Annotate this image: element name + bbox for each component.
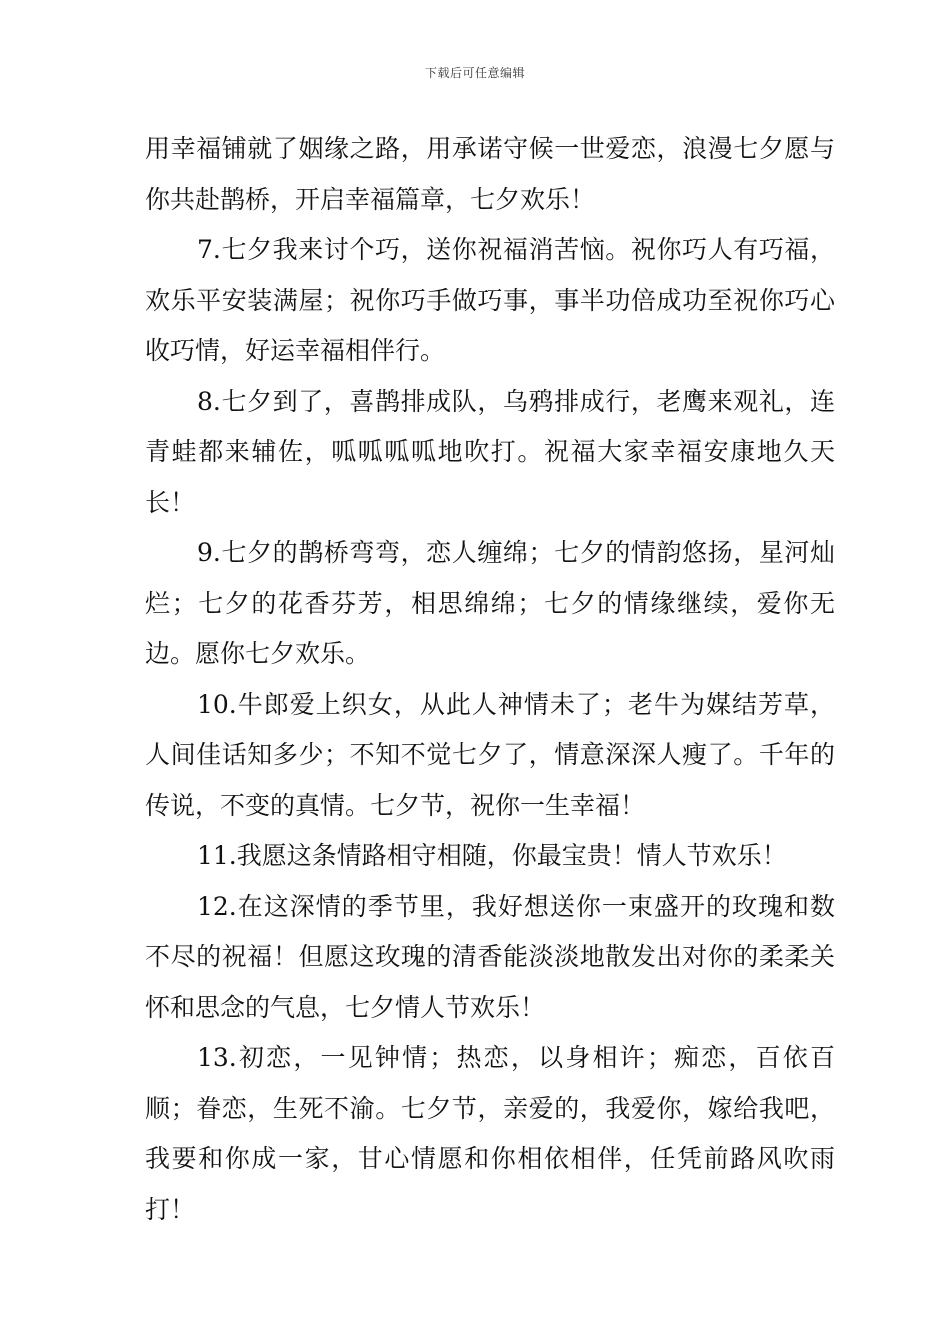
- paragraph-12: 12.在这深情的季节里，我好想送你一束盛开的玫瑰和数不尽的祝福！但愿这玫瑰的清香能淡淡地散发出对你的柔柔关怀和思念的气息，七夕情人节欢乐！: [145, 891, 835, 1022]
- paragraph-7: 7.七夕我来讨个巧，送你祝福消苦恼。祝你巧人有巧福，欢乐平安装满屋；祝你巧手做巧事，事半功倍成功至祝你巧心收巧情，好运幸福相伴行。: [145, 235, 835, 365]
- paragraph-8: 8.七夕到了，喜鹊排成队，乌鸦排成行，老鹰来观礼，连青蛙都来辅佐，呱呱呱呱地吹打。祝福大家幸福安康地久天长！: [145, 386, 835, 517]
- document-body: [145, 124, 835, 1235]
- page-header: 下载后可任意编辑: [424, 66, 525, 80]
- paragraph-continued: 用幸福铺就了姻缘之路，用承诺守候一世爱恋，浪漫七夕愿与你共赴鹊桥，开启幸福篇章，七夕欢乐！: [145, 134, 835, 214]
- paragraph-10: 10.牛郎爱上织女，从此人神情未了；老牛为媒结芳草，人间佳话知多少；不知不觉七夕了，情意深深人瘦了。千年的传说，不变的真情。七夕节，祝你一生幸福！: [145, 689, 835, 820]
- paragraph-13: 13.初恋，一见钟情；热恋，以身相许；痴恋，百依百顺；眷恋，生死不渝。七夕节，亲爱的，我爱你，嫁给我吧，我要和你成一家，甘心情愿和你相依相伴，任凭前路风吹雨打！: [145, 1043, 835, 1224]
- paragraph-9: 9.七夕的鹊桥弯弯，恋人缠绵；七夕的情韵悠扬，星河灿烂；七夕的花香芬芳，相思绵绵；七夕的情缘继续，爱你无边。愿你七夕欢乐。: [145, 538, 835, 668]
- paragraph-11: 11.我愿这条情路相守相随，你最宝贵！情人节欢乐！: [197, 841, 787, 870]
